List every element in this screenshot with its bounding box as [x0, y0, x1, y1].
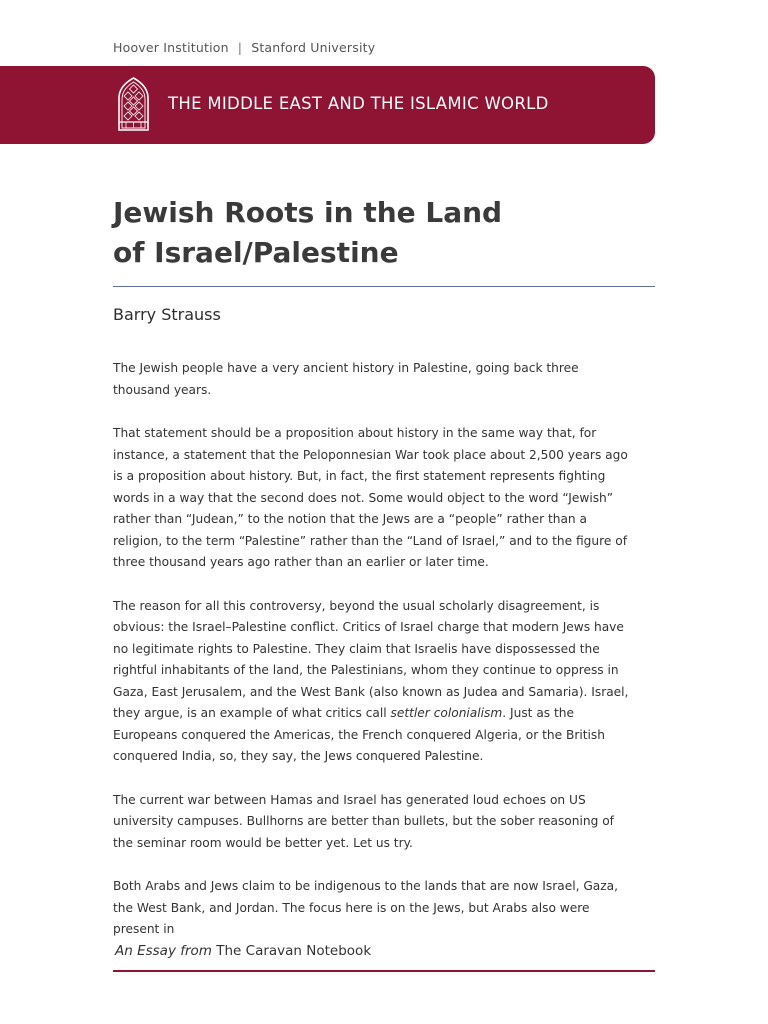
- title-divider: [113, 286, 655, 287]
- university-name: Stanford University: [251, 40, 376, 55]
- institution-name: Hoover Institution: [113, 40, 229, 55]
- series-banner: [0, 66, 655, 144]
- paragraph-3: [113, 596, 633, 768]
- author-name: Barry Strauss: [113, 305, 221, 324]
- footer-publication: The Caravan Notebook: [211, 943, 372, 959]
- title-line-2: of Israel/Palestine: [113, 236, 399, 269]
- footer-prefix: An Essay from: [115, 943, 212, 959]
- paragraph-3-text-b: . Just as the Europeans conquered the Americas, the French conquered Algeria, or the British conquered India, so, they say, the Jews conquered Palestine.: [113, 706, 605, 763]
- series-title: THE MIDDLE EAST AND THE ISLAMIC WORLD: [168, 94, 549, 113]
- paragraph-4: The current war between Hamas and Israel has generated loud echoes on US university campuses. Bullhorns are better than bullets, but the sober reasoning of the seminar room would be better yet. Let us try.: [113, 792, 614, 850]
- footer-divider: [113, 970, 655, 972]
- affiliation-separator: |: [237, 40, 243, 55]
- footer-essay-source: [115, 943, 371, 959]
- paragraph-3-text-a: The reason for all this controversy, beyond the usual scholarly disagreement, is obvious: the Israel–Palestine conflict. Critics of Israel charge that modern Jews have no legitimate rights to Palestine. They claim that Israelis have dispossessed the rightful inhabitants of the land, the Palestinians, whom they continue to oppress in Gaza, East Jerusalem, and the West Bank (also known as Judea and Samaria). Israel, they argue, is an example of what critics call: [113, 598, 629, 720]
- arched-window-lattice-icon: [116, 76, 151, 132]
- paragraph-1: The Jewish people have a very ancient history in Palestine, going back three thousand years.: [113, 361, 579, 397]
- top-affiliation: [113, 40, 375, 55]
- paragraph-3-italic-term: settler colonialism: [390, 706, 503, 720]
- title-line-1: Jewish Roots in the Land: [113, 196, 503, 229]
- paragraph-5: Both Arabs and Jews claim to be indigenous to the lands that are now Israel, Gaza, the West Bank, and Jordan. The focus here is on the Jews, but Arabs also were present in: [113, 879, 619, 936]
- paragraph-2: That statement should be a proposition about history in the same way that, for instance, a statement that the Peloponnesian War took place about 2,500 years ago is a proposition about history. But, in fact, the first statement represents fighting words in a way that the second does not. Some would object to the word “Jewish” rather than “Judean,” to the notion that the Jews are a “people” rather than a religion, to the term “Palestine” rather than the “Land of Israel,” and to the figure of three thousand years ago rather than an earlier or later time.: [113, 426, 628, 569]
- article-body: [113, 358, 633, 963]
- article-title: [113, 193, 653, 273]
